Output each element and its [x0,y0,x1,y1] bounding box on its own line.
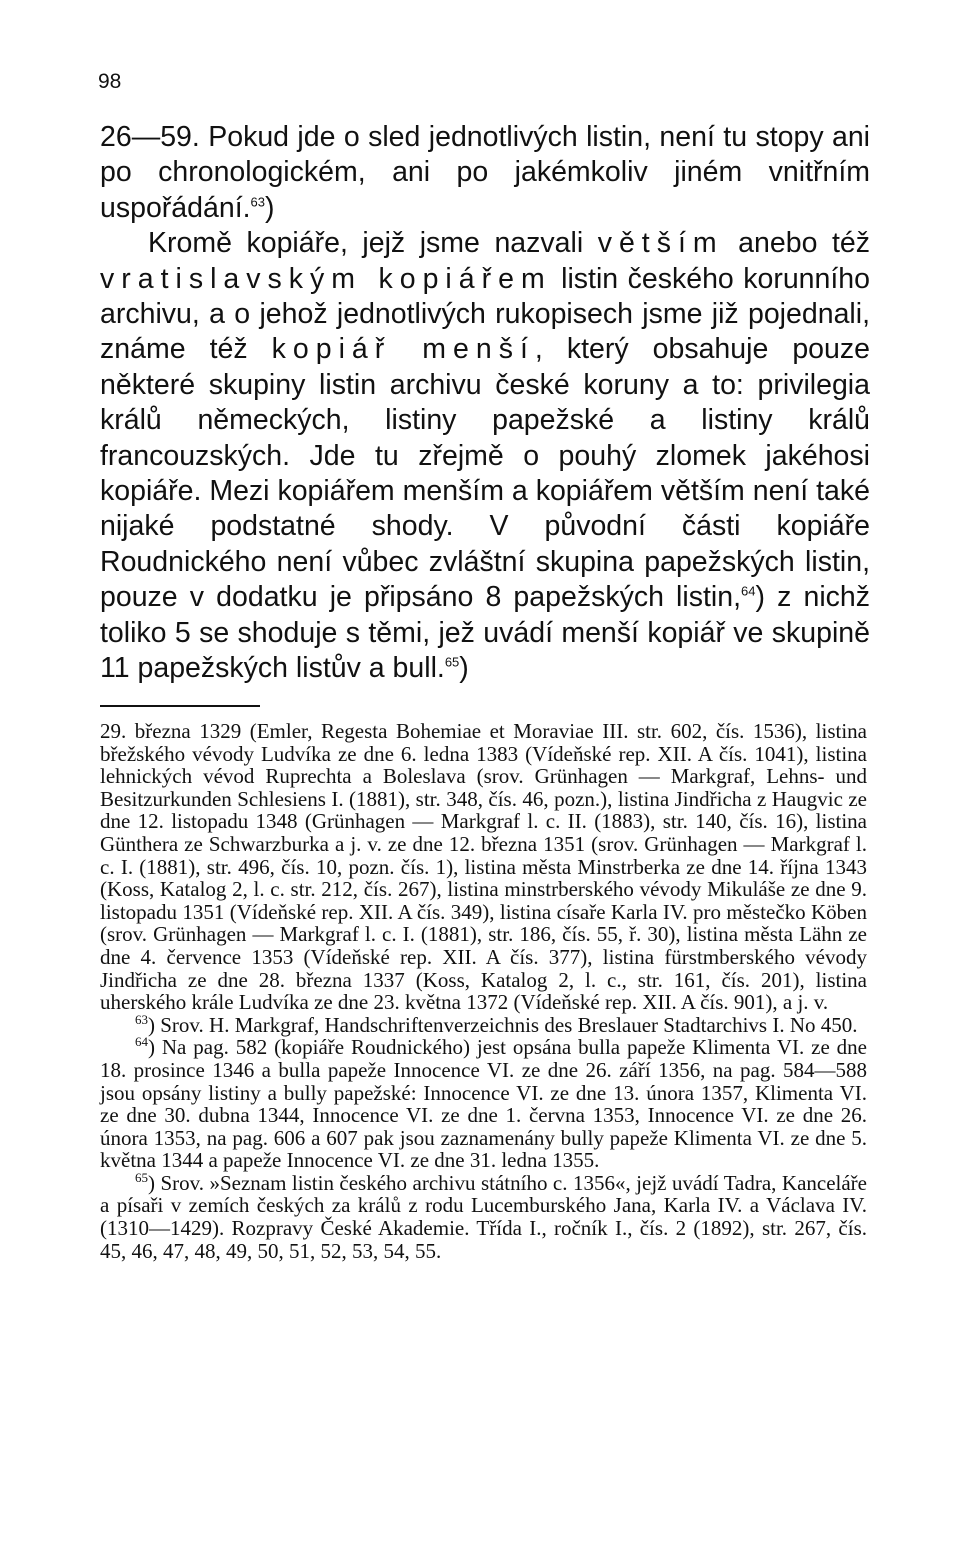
footnote-ref-63: 63 [250,194,265,210]
footnote-64-text: ) Na pag. 582 (kopiáře Roudnického) jest opsána bulla papeže Klimenta VI. ze dne 18. prosince 1346 a bulla papeže Innocence VI. ze dne 26. září 1356, na pag. 584—588 jsou opsány listiny a bully papežské: Innocence VI. ze dne 13. února 1357, Klimenta VI. ze dne 30. dubna 1344, Innocence VI. ze dne 1. června 1353, Innocence VI. ze dne 26. února 1353, na pag. 606 a 607 pak jsou zaznamenány bully papeže Klimenta VI. ze dne 5. května 1344 a papeže Innocence VI. ze dne 31. ledna 1355. [100,1035,867,1173]
paragraph-1: 26—59. Pokud jde o sled jednotlivých listin, není tu stopy ani po chronologickém, ani po jakémkoliv jiném vnitřním uspořádání.$^{63}$) [100,121,870,224]
footnote-ref-65: 65 [444,654,460,670]
footnote-continuation: 29. března 1329 (Emler, Regesta Bohemiae et Moraviae III. str. 602, čís. 1536), listina břežského vévody Ludvíka ze dne 6. ledna 1383 (Vídeňské rep. XII. A čís. 1041), listina lehnických vévod Ruprechta a Boleslava (srov. Grünhagen — Markgraf, Lehns- und Besitzurkunden Schlesiens I. (1881), str. 348, čís. 46, pozn.), listina Jindřicha z Haugvic ze dne 12. listopadu 1348 (Grünhagen — Markgraf l. c. II. (1883), str. 140, čís. 16), listina Günthera ze Schwarzburka a j. v. ze dne 12. března 1351 (srov. Grünhagen — Markgraf l. c. I. (1881), str. 496, čís. 10, pozn. čís. 1), listina města Minstrberka ze dne 14. října 1343 (Koss, Katalog 2, l. c. str. 212, čís. 267), listina minstrberského vévody Mikuláše ze dne 9. listopadu 1351 (Vídeňské rep. XII. A čís. 349), listina císaře Karla IV. pro městečko Köben (srov. Grünhagen — Markgraf l. c. I. (1881), str. 186, čís. 55, ř. 30), listina města Lähn ze dne 4. července 1353 (Vídeňské rep. XII. A čís. 377), listina fürstmberského vévody Jindřicha ze dne 28. března 1337 (Koss, Katalog 2, l. c., str. 161, čís. 201), listina uherského krále Ludvíka ze dne 23. května 1372 (Vídeňské rep. XII. A čís. 901), a j. v. [100,719,867,1015]
footnote-65-text: ) Srov. »Seznam listin českého archivu státního c. 1356«, jejž uvádí Tadra, Kanceláře a písaři v zemích českých za králů z rodu Lucemburského Jana, Karla IV. a Václava IV. (1310—1429). Rozpravy České Akademie. Třída I., ročník I., čís. 2 (1892), str. 267, čís. 45, 46, 47, 48, 49, 50, 51, 52, 53, 54, 55. [100,1170,867,1263]
paragraph-2-text-a: Kromě kopiáře, jejž jsme nazvali [148,227,598,260]
footnote-64-mark: 64 [135,1034,148,1050]
paragraph-2-text-d: , který obsahuje pouze některé skupiny listin archivu české koruny a to: privilegia králů německých, listiny papežské a listiny králů francouzských. Jde tu zřejmě o pouhý zlomek jakéhosi kopiáře. Mezi kopiářem menším a kopiářem větším není také nijaké podstatné shody. V původní části kopiáře Roudnického není vůbec zvláštní skupina papežských listin, pouze v dodatku je připsáno 8 papežských listin, [100,333,870,614]
paragraph-2-text-b: anebo též [723,227,870,260]
footnote-65 [100,1169,867,1263]
footnote-64 [100,1036,867,1172]
paragraph-2-text-e: z nichž toliko 5 se shoduje s těmi, jež uvádí menší kopiář ve skupině 11 papežských listův a bull. [100,581,871,685]
page-number: 98 [98,70,122,93]
footnote-separator [100,705,260,707]
footnote-63-text: ) Srov. H. Markgraf, Handschriftenverzeichnis des Breslauer Stadtarchivs I. No 450. [148,1012,858,1037]
emphasis-vetsim: větším [597,227,724,260]
main-text [100,120,870,687]
footnote-ref-64: 64 [741,583,756,599]
emphasis-vratislavskym: vratislavským kopiářem [100,262,552,295]
footnote-65-mark: 65 [135,1169,148,1185]
paragraph-2-text-c: listin českého korunního archivu, a o jehož jednotlivých rukopisech jsme již pojednali, známe též [100,262,870,366]
footnote-63-mark: 63 [135,1011,148,1027]
footnote-63 [100,1011,867,1037]
paragraph-1-text: 26—59. Pokud jde o sled jednotlivých listin, není tu stopy ani po chronologickém, ani po jakémkoliv jiném vnitřním uspořádání. [100,121,870,224]
emphasis-kopiar-mensi: kopiář menší [271,333,535,366]
paragraph-2: Kromě kopiáře, jejž jsme nazvali větším anebo též vratislavským kopiářem listin českého korunního archivu, a o jehož jednotlivých rukopisech jsme již pojednali, známe též kopiář menší, který obsahuje pouze některé skupiny listin archivu české koruny a to: privilegia králů německých, listiny papežské a listiny králů francouzských. Jde tu zřejmě o pouhý zlomek jakéhosi kopiáře. Mezi kopiářem menším a kopiářem větším není také nijaké podstatné shody. V původní části kopiáře Roudnického není vůbec zvláštní skupina papežských listin, pouze v dodatku je připsáno 8 papežských listin,$^{64}$) z nichž toliko 5 se shoduje s těmi, jež uvádí menší kopiář ve skupině 11 papežských listův a bull.$^{65}$) [100,227,871,685]
footnotes [100,720,867,1262]
